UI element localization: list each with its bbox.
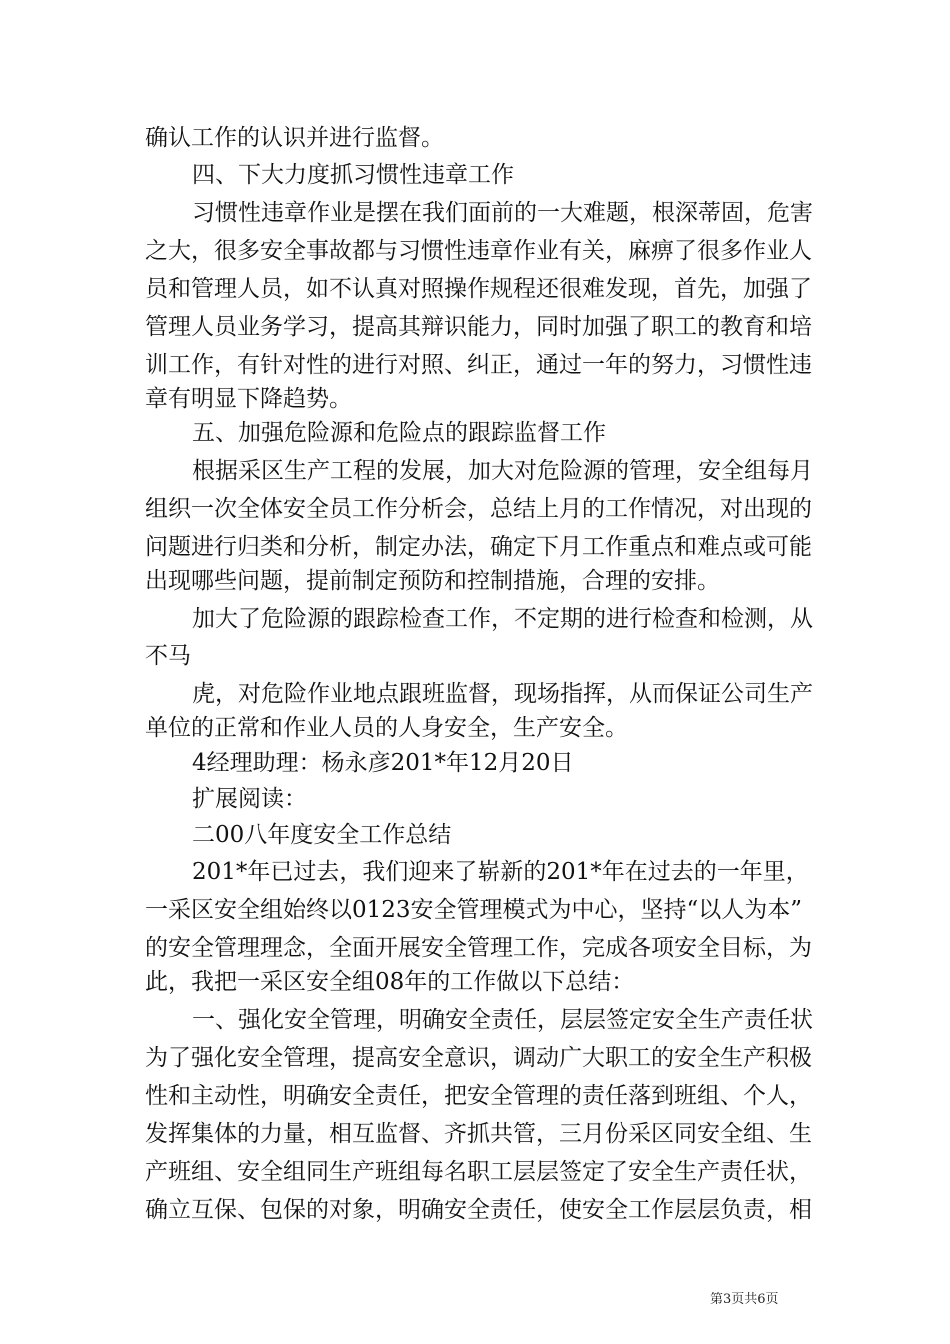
text-line: 根据采区生产工程的发展，加大对危险源的管理，安全组每月 [192, 458, 813, 484]
text-line: 发挥集体的力量，相互监督、齐抓共管，三月份采区同安全组、生 [145, 1121, 812, 1147]
text-line: 之大，很多安全事故都与习惯性违章作业有关，麻痹了很多作业人 [145, 238, 812, 264]
text-line: 组织一次全体安全员工作分析会，总结上月的工作情况，对出现的 [145, 496, 812, 522]
text-line: 为了强化安全管理，提高安全意识，调动广大职工的安全生产积极 [145, 1045, 812, 1071]
text-line: 性和主动性，明确安全责任，把安全管理的责任落到班组、个人， [145, 1083, 812, 1109]
text-line: 习惯性违章作业是摆在我们面前的一大难题，根深蒂固，危害 [192, 200, 813, 226]
page-number: 第3页共6页 [710, 1292, 779, 1307]
extended-reading-label: 扩展阅读： [192, 786, 307, 812]
text-line: 管理人员业务学习，提高其辩识能力，同时加强了职工的教育和培 [145, 314, 812, 340]
text-line: 问题进行归类和分析，制定办法，确定下月工作重点和难点或可能 [145, 534, 812, 560]
text-line: 不马 [145, 643, 191, 669]
section-title: 二00八年度安全工作总结 [192, 822, 452, 848]
text-line: 训工作，有针对性的进行对照、纠正，通过一年的努力，习惯性违 [145, 352, 812, 378]
signature-line: 4经理助理：杨永彦201*年12月20日 [192, 750, 574, 776]
text-line: 的安全管理理念，全面开展安全管理工作，完成各项安全目标，为 [145, 935, 812, 961]
text-line: 出现哪些问题，提前制定预防和控制措施，合理的安排。 [145, 568, 720, 594]
text-line: 加大了危险源的跟踪检查工作，不定期的进行检查和检测，从 [192, 606, 813, 632]
section-heading: 四、下大力度抓习惯性违章工作 [192, 162, 514, 188]
text-line: 员和管理人员，如不认真对照操作规程还很难发现，首先，加强了 [145, 276, 812, 302]
text-line: 产班组、安全组同生产班组每名职工层层签定了安全生产责任状， [145, 1159, 812, 1185]
section-heading: 一、强化安全管理，明确安全责任，层层签定安全生产责任状 [192, 1007, 813, 1033]
text-line: 虎，对危险作业地点跟班监督，现场指挥，从而保证公司生产 [192, 681, 813, 707]
text-line: 单位的正常和作业人员的人身安全，生产安全。 [145, 715, 628, 741]
text-line: 确认工作的认识并进行监督。 [145, 125, 444, 151]
text-line: 章有明显下降趋势。 [145, 386, 352, 412]
text-line: 一采区安全组始终以0123安全管理模式为中心，坚持“以人为本” [145, 897, 803, 923]
section-heading: 五、加强危险源和危险点的跟踪监督工作 [192, 420, 606, 446]
text-line: 确立互保、包保的对象，明确安全责任，使安全工作层层负责，相 [145, 1197, 812, 1223]
text-line: 201*年已过去，我们迎来了崭新的201*年在过去的一年里， [192, 859, 809, 885]
text-line: 此，我把一采区安全组08年的工作做以下总结： [145, 969, 635, 995]
